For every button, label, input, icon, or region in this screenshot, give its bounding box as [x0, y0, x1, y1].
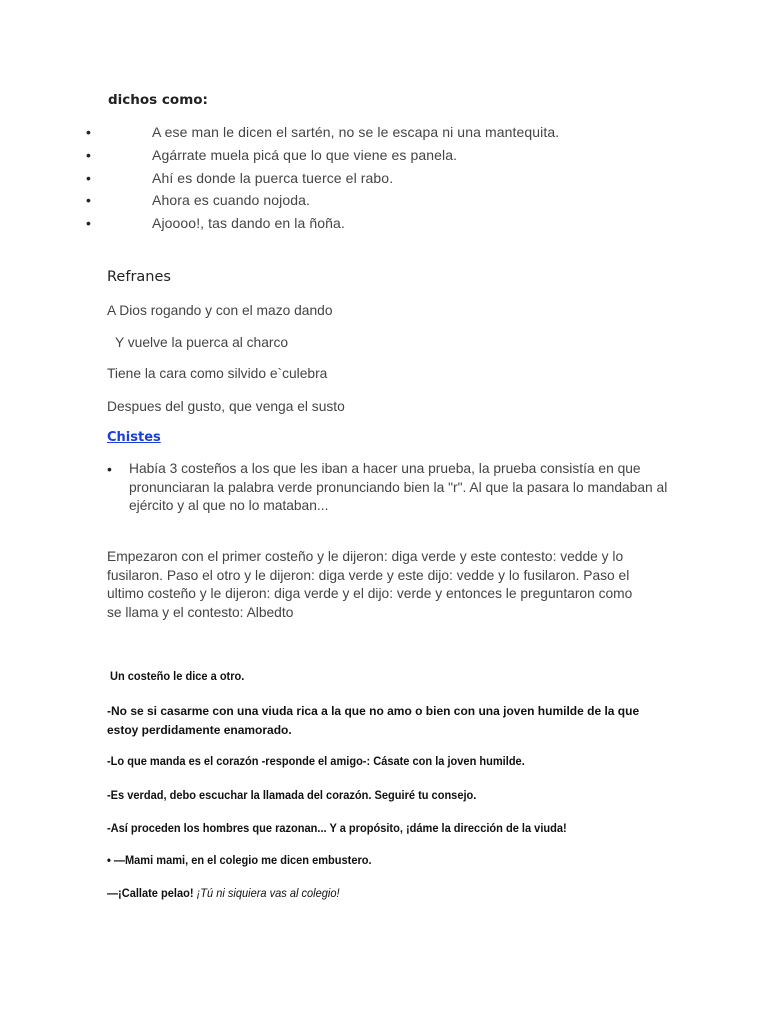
dicho-item: Ajoooo!, tas dando en la ñoña.: [152, 215, 345, 231]
chiste-bullet-text: Había 3 costeños a los que les iban a hacer una prueba, la prueba consistía en que pronunciaran la palabra verde pronunciando bien la "r". Al que la pasara lo mandaban al ejército y al que no lo mataban...: [129, 461, 668, 513]
dicho-item: Ahora es cuando nojoda.: [152, 192, 310, 208]
refran-item: A Dios rogando y con el mazo dando: [107, 303, 333, 318]
joke-line: -Lo que manda es el corazón -responde el amigo-: Cásate con la joven humilde.: [107, 754, 525, 768]
refran-item: Tiene la cara como silvido e`culebra: [107, 366, 328, 381]
joke-line-bold: —¡Callate pelao!: [107, 886, 197, 900]
refran-item: Y vuelve la puerca al charco: [115, 335, 289, 350]
bullet-icon: •: [86, 124, 91, 140]
chistes-link[interactable]: Chistes: [107, 430, 161, 445]
dichos-heading: dichos como:: [108, 92, 208, 108]
refranes-title: Refranes: [107, 269, 171, 285]
joke-intro: Un costeño le dice a otro.: [110, 669, 245, 683]
joke-line: • —Mami mami, en el colegio me dicen embustero.: [107, 853, 372, 867]
joke-line: [107, 886, 360, 900]
joke-line: -No se si casarme con una viuda rica a la que no amo o bien con una joven humilde de la que estoy perdidamente enamorado.: [107, 704, 640, 737]
bullet-icon: •: [86, 170, 91, 186]
joke-line: -Es verdad, debo escuchar la llamada del corazón. Seguiré tu consejo.: [107, 788, 477, 802]
joke-line: -Así proceden los hombres que razonan... Y a propósito, ¡dáme la dirección de la viuda!: [107, 821, 567, 835]
bullet-icon: •: [107, 461, 112, 477]
dicho-item: Ahí es donde la puerca tuerce el rabo.: [152, 170, 394, 186]
chiste-paragraph: Empezaron con el primer costeño y le dijeron: diga verde y este contesto: vedde y lo fusilaron. Paso el otro y le dijeron: diga verde y este dijo: vedde y lo fusilaron. Paso el ultimo costeño y le dijeron: diga verde y el dijo: verde y entonces le preguntaron como se llama y el contesto: Albedto: [107, 549, 633, 620]
dicho-item: A ese man le dicen el sartén, no se le escapa ni una mantequita.: [152, 124, 560, 140]
refran-item: Despues del gusto, que venga el susto: [107, 399, 345, 414]
dicho-item: Agárrate muela picá que lo que viene es panela.: [152, 147, 458, 163]
bullet-icon: •: [86, 147, 91, 163]
joke-line-italic: ¡Tú ni siquiera vas al colegio!: [196, 886, 340, 900]
bullet-icon: •: [86, 215, 91, 231]
bullet-icon: •: [86, 192, 91, 208]
